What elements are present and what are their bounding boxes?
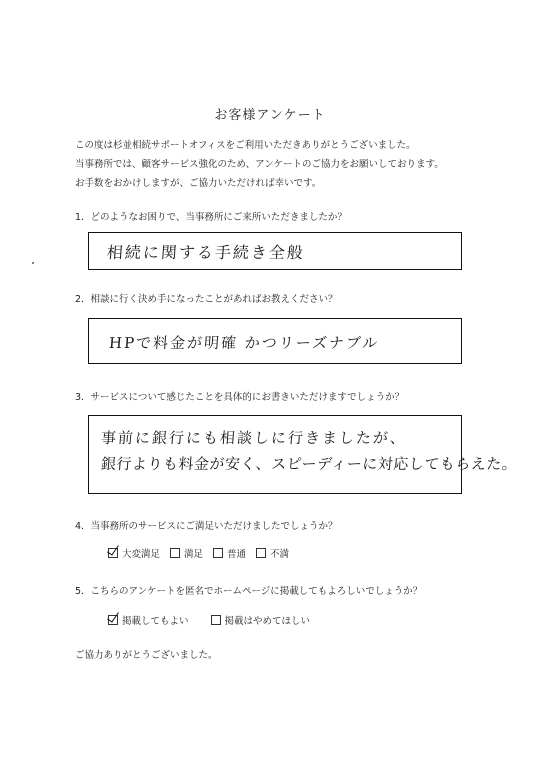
question-5: 5．こちらのアンケートを匿名でホームページに掲載してもよろしいでしょうか？	[75, 586, 423, 597]
question-1: 1．どのようなお困りで、当事務所にご来所いただきましたか？	[75, 212, 347, 223]
publish-options	[108, 613, 320, 627]
answer-box-3	[88, 415, 519, 494]
option-satisfied[interactable]	[170, 546, 203, 560]
question-4: 4．当事務所のサービスにご満足いただけましたでしょうか？	[75, 521, 338, 532]
intro-line: お手数をおかけしますが、ご協力いただければ幸いです。	[75, 178, 322, 189]
option-label: 満足	[184, 549, 204, 560]
answer-box-2	[88, 318, 462, 364]
option-label: 不満	[270, 549, 290, 560]
answer-3-line-1: 事前に銀行にも相談しに行きましたが、	[100, 429, 408, 447]
checkbox[interactable]	[170, 548, 180, 558]
scan-speck	[32, 262, 34, 264]
intro-line: この度は杉並相続サポートオフィスをご利用いただきありがとうございました。	[75, 140, 416, 151]
answer-3-line-2: 銀行よりも料金が安く、スピーディーに対応してもらえた。	[100, 455, 519, 473]
option-very-satisfied[interactable]	[108, 546, 160, 560]
checkbox-checked[interactable]	[108, 615, 118, 625]
option-publish-ok[interactable]	[108, 613, 189, 627]
checkbox[interactable]	[211, 615, 221, 625]
checkbox-checked[interactable]	[108, 548, 118, 558]
page-title: お客様アンケート	[214, 108, 326, 123]
intro-line: 当事務所では、顧客サービス強化のため、アンケートのご協力をお願いしております。	[75, 159, 444, 170]
intro-text	[75, 136, 444, 193]
satisfaction-options	[108, 546, 299, 560]
question-2: 2．相談に行く決め手になったことがあればお教えください？	[75, 294, 338, 305]
answer-box-1	[88, 232, 462, 270]
closing-text: ご協力ありがとうございました。	[75, 650, 218, 661]
answer-1: 相続に関する手続き全般	[106, 243, 306, 262]
option-label: 大変満足	[122, 549, 161, 560]
option-label: 掲載してもよい	[122, 616, 189, 627]
question-3: 3．サービスについて感じたことを具体的にお書きいただけますでしょうか？	[75, 392, 405, 403]
option-dissatisfied[interactable]	[256, 546, 289, 560]
option-label: 普通	[227, 549, 247, 560]
checkbox[interactable]	[213, 548, 223, 558]
option-publish-no[interactable]	[211, 613, 311, 627]
option-average[interactable]	[213, 546, 246, 560]
checkbox[interactable]	[256, 548, 266, 558]
option-label: 掲載はやめてほしい	[224, 616, 311, 627]
answer-2: HPで料金が明確 かつリーズナブル	[108, 334, 380, 352]
